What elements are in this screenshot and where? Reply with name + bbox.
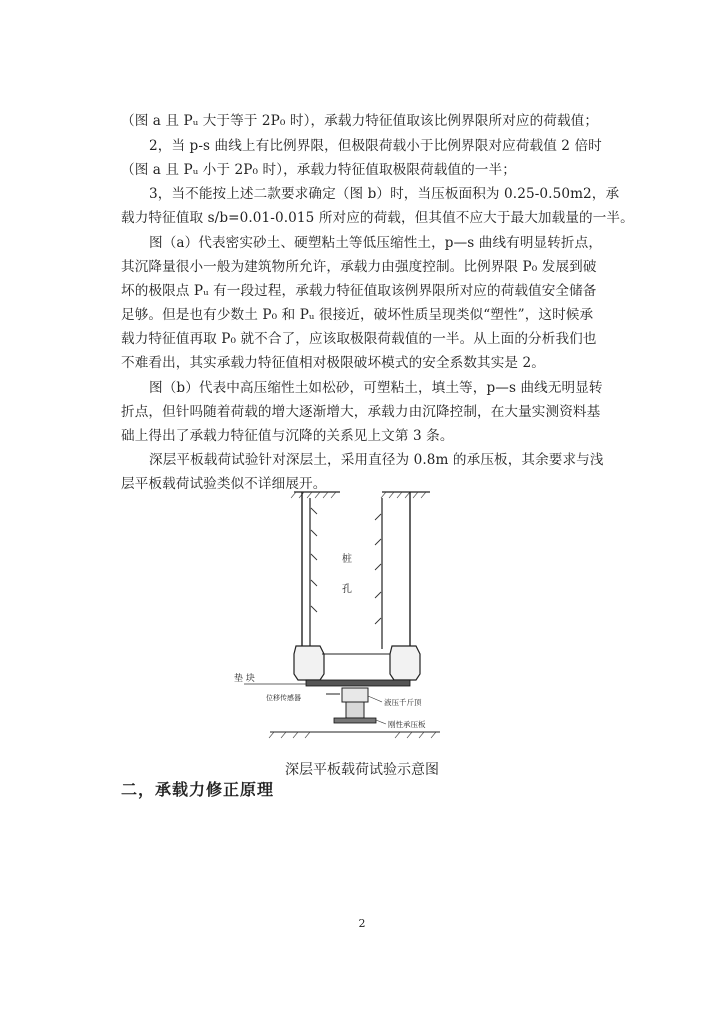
wall-marks	[311, 508, 381, 624]
paragraph-line: 3，当不能按上述二款要求确定（图 b）时，当压板面积为 0.25-0.50m2，承	[149, 186, 620, 202]
pile-label-2: 孔	[342, 584, 352, 595]
section-heading: 二，承载力修正原理	[121, 780, 275, 799]
jack-cylinder	[346, 702, 364, 718]
paragraph-line: （图 a 且 Pᵤ 小于 2P₀ 时），承载力特征值取极限荷载值的一半；	[121, 162, 516, 178]
figure-caption: 深层平板载荷试验示意图	[285, 762, 439, 778]
support-block-right	[390, 646, 420, 680]
jack-label: 液压千斤顶	[384, 698, 422, 707]
deep-plate-load-test-diagram	[230, 484, 480, 748]
paragraph-line: 坏的极限点 Pᵤ 有一段过程，承载力特征值取该例界限所对应的荷载值安全储备	[121, 283, 597, 299]
plate-leader-line	[376, 720, 386, 724]
paragraph-line: 础上得出了承载力特征值与沉降的关系见上文第 3 条。	[121, 428, 454, 444]
hydraulic-jack	[342, 688, 368, 702]
page-number: 2	[358, 917, 366, 930]
paragraph-line: 折点，但针吗随着荷载的增大逐渐增大，承载力由沉降控制，在大量实测资料基	[121, 404, 601, 420]
paragraph-line: 层平板载荷试验类似不详细展开。	[121, 476, 327, 492]
paragraph-line: 载力特征值再取 P₀ 就不合了，应该取极限荷载值的一半。从上面的分析我们也	[121, 331, 597, 347]
jack-leader-line	[368, 696, 382, 702]
paragraph-line: 图（a）代表密实砂土、硬塑粘土等低压缩性土，p—s 曲线有明显转折点，	[149, 235, 603, 251]
plate-label: 刚性承压板	[388, 720, 426, 729]
paragraph-line: 其沉降量很小一般为建筑物所允许，承载力由强度控制。比例界限 P₀ 发展到破	[121, 259, 597, 275]
paragraph-line: 足够。但是也有少数土 P₀ 和 Pᵤ 很接近，破坏性质呈现类似“塑性”，这时候承	[121, 307, 594, 323]
pad-label: 垫 块	[234, 674, 255, 684]
support-block-left	[294, 646, 324, 680]
paragraph-line: 载力特征值取 s/b=0.01-0.015 所对应的荷载，但其值不应大于最大加载量的一半。	[121, 210, 634, 226]
paragraph-line: 2，当 p-s 曲线上有比例界限，但极限荷载小于比例界限对应荷载值 2 倍时	[149, 138, 602, 154]
base-pad	[306, 680, 410, 686]
paragraph-line: 图（b）代表中高压缩性土如松砂，可塑粘土，填土等，p—s 曲线无明显转	[149, 380, 603, 396]
pile-label-1: 桩	[342, 554, 352, 565]
rigid-bearing-plate	[334, 718, 376, 723]
paragraph-line: 不难看出，其实承载力特征值相对极限破坏模式的安全系数其实是 2。	[121, 355, 545, 371]
hole-bottom-hatching	[269, 732, 436, 738]
ground-hatching	[291, 492, 426, 498]
paragraph-line: 深层平板载荷试验针对深层土，采用直径为 0.8m 的承压板，其余要求与浅	[149, 452, 604, 468]
sensor-label: 位移传感器	[266, 694, 301, 702]
paragraph-line: （图 a 且 Pᵤ 大于等于 2P₀ 时），承载力特征值取该比例界限所对应的荷载值；	[121, 113, 599, 129]
